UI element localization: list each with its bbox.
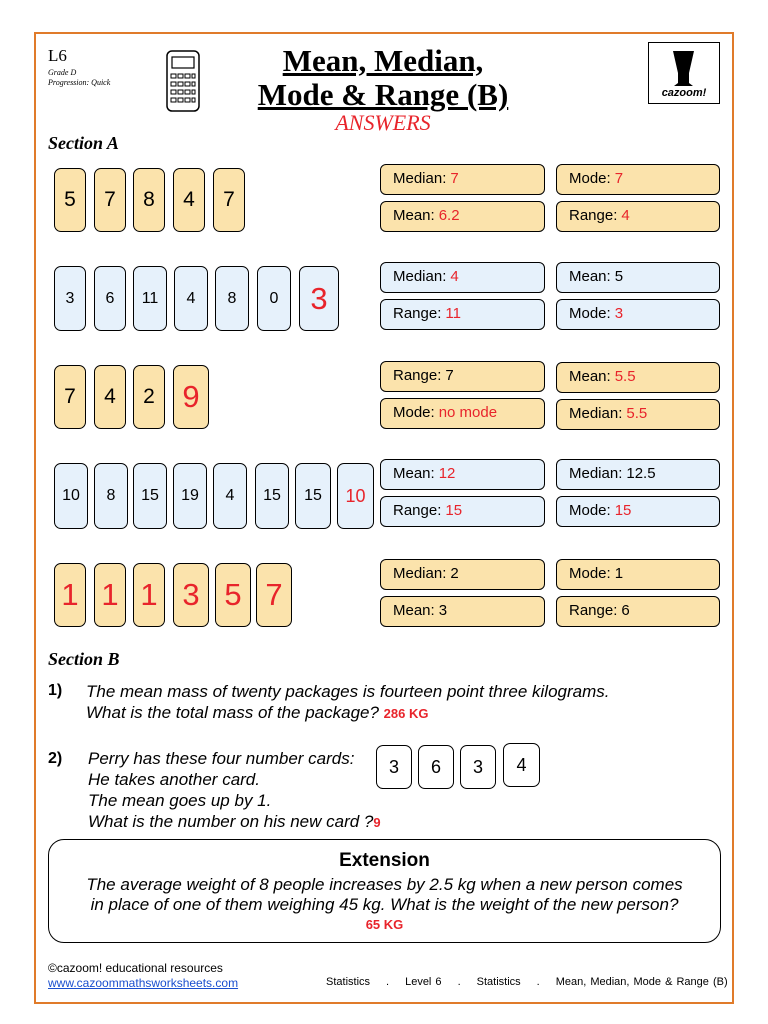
answer-box-mode: Mode: 7 (556, 164, 720, 195)
number-card: 3 (54, 266, 86, 331)
question-1-text: The mean mass of twenty packages is fourteen point three kilograms. What is the total mass of the package? 286 KG (86, 682, 610, 722)
progression-label: Progression: Quick (48, 78, 111, 87)
extension-answer: 65 KG (365, 917, 404, 932)
grade-info (48, 68, 110, 88)
cazoom-logo (648, 42, 720, 104)
answer-box-range: Range: 4 (556, 201, 720, 232)
number-card: 10 (54, 463, 88, 529)
answer-box-range: Range: 6 (556, 596, 720, 627)
answer-box-mean: Mean: 12 (380, 459, 545, 490)
number-card: 4 (173, 168, 205, 232)
number-card: 15 (295, 463, 331, 529)
answer-box-mode: Mode: 3 (556, 299, 720, 330)
number-card-answer: 1 (94, 563, 126, 627)
number-card: 8 (133, 168, 165, 232)
answer-box-median: Median: 4 (380, 262, 545, 293)
calculator-icon (166, 50, 200, 112)
number-card-answer: 9 (173, 365, 209, 429)
question-2-number: 2) (48, 750, 63, 767)
answer-box-median: Median: 7 (380, 164, 545, 195)
number-card: 4 (94, 365, 126, 429)
number-card: 4 (174, 266, 208, 331)
number-card: 11 (133, 266, 167, 331)
section-b-label: Section B (48, 649, 120, 669)
answer-box-mean: Mean: 5.5 (556, 362, 720, 393)
number-card: 7 (54, 365, 86, 429)
question-2-answer: 9 (373, 815, 381, 830)
number-card: 5 (54, 168, 86, 232)
footer-left (48, 961, 238, 991)
answer-box-median: Median: 5.5 (556, 399, 720, 430)
number-card-answer: 3 (173, 563, 209, 627)
number-card: 3 (460, 745, 496, 789)
question-1-answer: 286 KG (383, 706, 429, 721)
extension-box (48, 839, 721, 943)
number-card: 3 (376, 745, 412, 789)
level-label: L6 (48, 46, 67, 65)
answer-box-range: Range: 7 (380, 361, 545, 392)
number-card-answer: 1 (133, 563, 165, 627)
answer-box-median: Median: 12.5 (556, 459, 720, 490)
number-card: 15 (133, 463, 167, 529)
answer-box-range: Range: 11 (380, 299, 545, 330)
grade-label: Grade D (48, 68, 77, 77)
answer-box-mode: Mode: 15 (556, 496, 720, 527)
number-card: 4 (213, 463, 247, 529)
number-card: 2 (133, 365, 165, 429)
website-link[interactable]: www.cazoommathsworksheets.com (48, 976, 239, 990)
number-card-answer: 1 (54, 563, 86, 627)
question-1-number: 1) (48, 682, 63, 699)
extension-text: The average weight of 8 people increases by 2.5 kg when a new person comes in place of one of them weighing 45 kg. What is the weight of the new person? 65 KG (49, 875, 720, 935)
number-card: 7 (94, 168, 126, 232)
answer-box-mean: Mean: 6.2 (380, 201, 545, 232)
number-card-answer: 7 (256, 563, 292, 627)
section-a-label: Section A (48, 133, 119, 153)
number-card: 4 (503, 743, 540, 787)
answer-box-median: Median: 2 (380, 559, 545, 590)
number-card: 19 (173, 463, 207, 529)
answer-box-range: Range: 15 (380, 496, 545, 527)
number-card: 6 (94, 266, 126, 331)
number-card: 15 (255, 463, 289, 529)
copyright-text: ©cazoom! educational resources (48, 961, 223, 975)
extension-title: Extension (339, 850, 430, 871)
number-card: 8 (94, 463, 128, 529)
question-2-text: Perry has these four number cards: He takes another card. The mean goes up by 1. What is the number on his new card ?9 (88, 749, 381, 831)
answer-box-mode: Mode: 1 (556, 559, 720, 590)
logo-text: cazoom! (661, 87, 707, 99)
footer-breadcrumb: Statistics . Level 6 . Statistics . Mean, Median, Mode & Range (B) (326, 976, 728, 988)
number-card-answer: 3 (299, 266, 339, 331)
number-card: 0 (257, 266, 291, 331)
number-card-answer: 5 (215, 563, 251, 627)
answer-box-mode: Mode: no mode (380, 398, 545, 429)
answer-box-mean: Mean: 5 (556, 262, 720, 293)
page-title: Mean, Median, Mode & Range (B) (257, 43, 509, 112)
answers-label: ANSWERS (335, 110, 431, 135)
number-card: 6 (418, 745, 454, 789)
number-card: 8 (215, 266, 249, 331)
number-card-answer: 10 (337, 463, 374, 529)
number-card: 7 (213, 168, 245, 232)
answer-box-mean: Mean: 3 (380, 596, 545, 627)
